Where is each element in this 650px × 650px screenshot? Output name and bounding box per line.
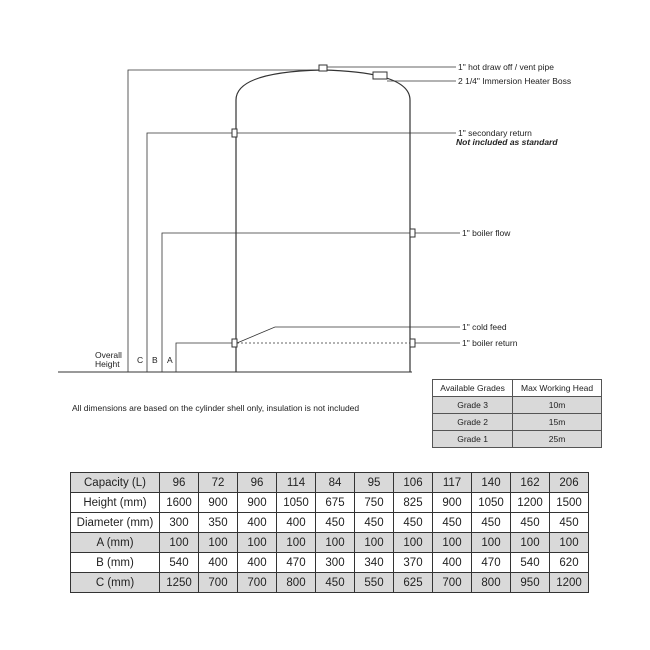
- spec-cell: 540: [511, 553, 550, 573]
- spec-row: [71, 573, 589, 593]
- boiler-flow-callout: 1" boiler flow: [462, 228, 511, 238]
- dimension-c-line: [147, 133, 232, 372]
- spec-cell: 1250: [160, 573, 199, 593]
- spec-cell: 900: [199, 493, 238, 513]
- spec-cell: 100: [433, 533, 472, 553]
- grade-cell: Grade 1: [433, 431, 513, 448]
- spec-row-label: B (mm): [71, 553, 160, 573]
- spec-table-body: [71, 473, 589, 593]
- spec-cell: 825: [394, 493, 433, 513]
- spec-cell: 1050: [472, 493, 511, 513]
- grade-cell: Grade 2: [433, 414, 513, 431]
- spec-cell: 100: [160, 533, 199, 553]
- spec-cell: 100: [238, 533, 277, 553]
- spec-cell: 700: [199, 573, 238, 593]
- dimension-a-label: A: [167, 355, 173, 365]
- dimensions-note: All dimensions are based on the cylinder shell only, insulation is not included: [72, 403, 360, 413]
- spec-row: [71, 513, 589, 533]
- spec-cell: 95: [355, 473, 394, 493]
- head-cell: 15m: [513, 414, 602, 431]
- dimension-c-label: C: [137, 355, 144, 365]
- spec-cell: 140: [472, 473, 511, 493]
- spec-cell: 96: [160, 473, 199, 493]
- spec-cell: 72: [199, 473, 238, 493]
- spec-cell: 1200: [550, 573, 589, 593]
- head-cell: 25m: [513, 431, 602, 448]
- dimension-b-line: [162, 233, 410, 372]
- spec-cell: 1600: [160, 493, 199, 513]
- spec-cell: 100: [355, 533, 394, 553]
- spec-cell: 450: [355, 513, 394, 533]
- spec-cell: 700: [238, 573, 277, 593]
- spec-cell: 900: [433, 493, 472, 513]
- spec-cell: 114: [277, 473, 316, 493]
- spec-cell: 450: [316, 573, 355, 593]
- spec-cell: 400: [277, 513, 316, 533]
- secondary-callout: 1" secondary return: [458, 128, 532, 138]
- spec-cell: 750: [355, 493, 394, 513]
- spec-cell: 400: [238, 513, 277, 533]
- spec-row-label: Capacity (L): [71, 473, 160, 493]
- spec-row: [71, 473, 589, 493]
- spec-cell: 117: [433, 473, 472, 493]
- spec-cell: 400: [199, 553, 238, 573]
- spec-cell: 100: [511, 533, 550, 553]
- spec-cell: 96: [238, 473, 277, 493]
- grades-header-row: [433, 380, 602, 397]
- grades-header-head: Max Working Head: [513, 380, 602, 397]
- spec-cell: 470: [277, 553, 316, 573]
- spec-cell: 300: [160, 513, 199, 533]
- spec-cell: 400: [433, 553, 472, 573]
- spec-cell: 800: [277, 573, 316, 593]
- spec-cell: 450: [433, 513, 472, 533]
- boiler-flow-fitting: [410, 229, 415, 237]
- immersion-boss-fitting: [373, 72, 387, 79]
- vent-pipe-fitting: [319, 65, 327, 71]
- spec-cell: 100: [550, 533, 589, 553]
- boiler-return-fitting: [410, 339, 415, 347]
- spec-cell: 550: [355, 573, 394, 593]
- spec-cell: 162: [511, 473, 550, 493]
- spec-row: [71, 553, 589, 573]
- spec-cell: 350: [199, 513, 238, 533]
- spec-cell: 100: [394, 533, 433, 553]
- spec-row: [71, 493, 589, 513]
- spec-cell: 450: [316, 513, 355, 533]
- spec-cell: 400: [238, 553, 277, 573]
- cold-feed-fitting: [232, 339, 237, 347]
- overall-height-label-2: Height: [95, 359, 120, 369]
- vent-callout: 1" hot draw off / vent pipe: [458, 62, 554, 72]
- spec-row-label: A (mm): [71, 533, 160, 553]
- spec-cell: 300: [316, 553, 355, 573]
- spec-cell: 620: [550, 553, 589, 573]
- secondary-return-fitting: [232, 129, 237, 137]
- immersion-callout: 2 1/4" Immersion Heater Boss: [458, 76, 572, 86]
- spec-row-label: Height (mm): [71, 493, 160, 513]
- spec-cell: 1200: [511, 493, 550, 513]
- grades-row: [433, 397, 602, 414]
- spec-cell: 450: [550, 513, 589, 533]
- dimension-b-label: B: [152, 355, 158, 365]
- cold-feed-leader: [237, 327, 460, 343]
- grades-row: [433, 414, 602, 431]
- spec-cell: 84: [316, 473, 355, 493]
- spec-cell: 206: [550, 473, 589, 493]
- spec-row-label: C (mm): [71, 573, 160, 593]
- spec-cell: 450: [472, 513, 511, 533]
- spec-cell: 100: [472, 533, 511, 553]
- spec-cell: 370: [394, 553, 433, 573]
- cold-feed-callout: 1" cold feed: [462, 322, 507, 332]
- spec-cell: 1500: [550, 493, 589, 513]
- grade-cell: Grade 3: [433, 397, 513, 414]
- overall-height-label-1: Overall: [95, 350, 122, 360]
- spec-cell: 950: [511, 573, 550, 593]
- dimension-a-line: [176, 343, 232, 372]
- spec-row: [71, 533, 589, 553]
- grades-table: [432, 379, 602, 448]
- spec-row-label: Diameter (mm): [71, 513, 160, 533]
- spec-cell: 100: [277, 533, 316, 553]
- spec-table: [70, 472, 589, 593]
- secondary-note: Not included as standard: [456, 137, 558, 147]
- boiler-return-callout: 1" boiler return: [462, 338, 518, 348]
- spec-cell: 450: [511, 513, 550, 533]
- spec-cell: 675: [316, 493, 355, 513]
- spec-cell: 100: [199, 533, 238, 553]
- grades-header-grade: Available Grades: [433, 380, 513, 397]
- grades-row: [433, 431, 602, 448]
- spec-cell: 625: [394, 573, 433, 593]
- spec-cell: 540: [160, 553, 199, 573]
- spec-cell: 700: [433, 573, 472, 593]
- spec-cell: 100: [316, 533, 355, 553]
- spec-cell: 800: [472, 573, 511, 593]
- head-cell: 10m: [513, 397, 602, 414]
- spec-cell: 470: [472, 553, 511, 573]
- spec-cell: 900: [238, 493, 277, 513]
- spec-cell: 106: [394, 473, 433, 493]
- spec-cell: 1050: [277, 493, 316, 513]
- spec-cell: 340: [355, 553, 394, 573]
- spec-cell: 450: [394, 513, 433, 533]
